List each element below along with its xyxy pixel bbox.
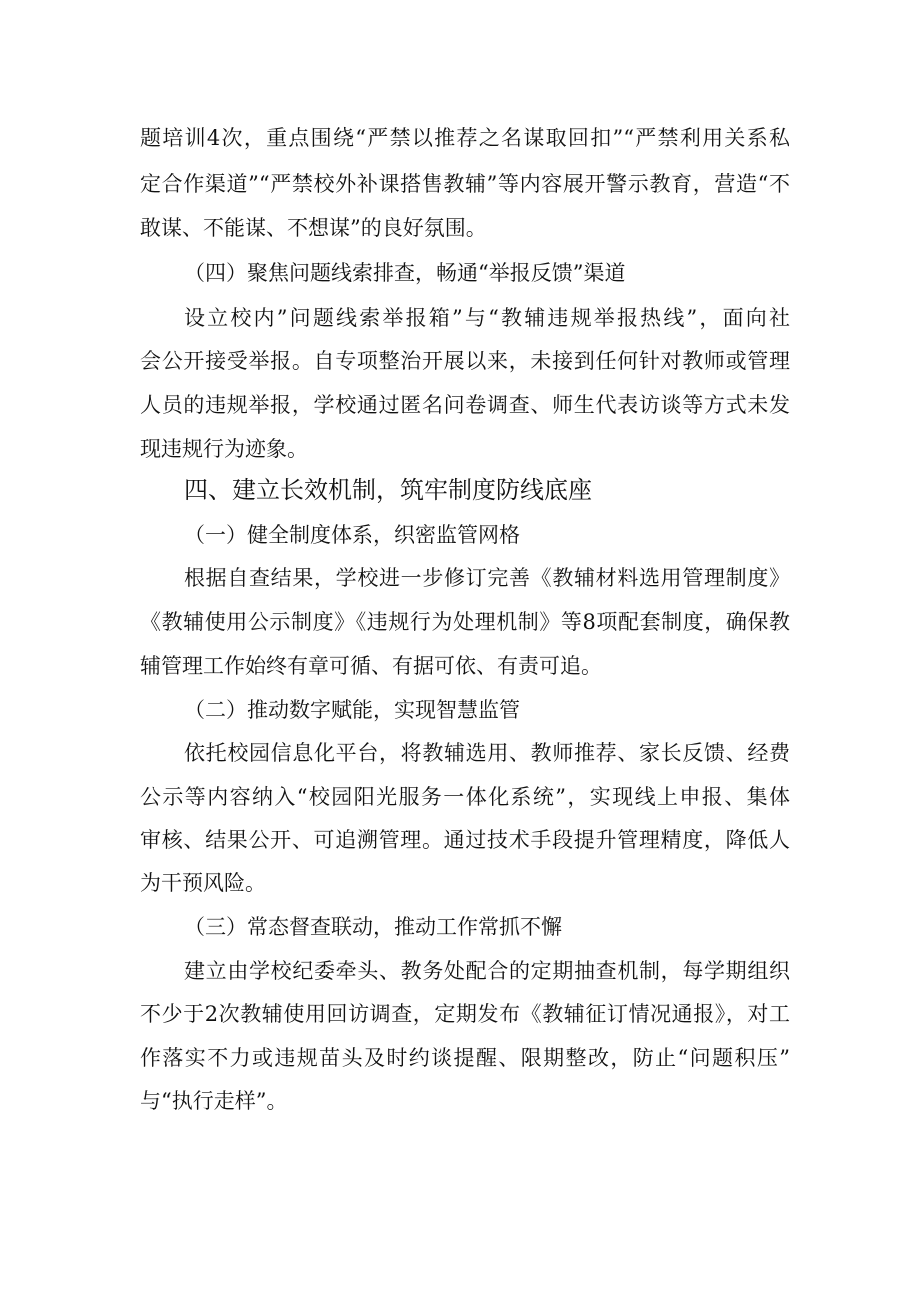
paragraph-line: 题培训4次，重点围绕“严禁以推荐之名谋取回扣”“严禁利用关系私 [140, 126, 790, 150]
paragraph-line: 会公开接受举报。自专项整治开展以来，未接到任何针对教师或管理 [140, 349, 790, 373]
subsection-heading-4: （四）聚焦问题线索排查，畅通“举报反馈”渠道 [184, 261, 626, 285]
subsection-heading-2: （二）推动数字赋能，实现智慧监管 [184, 698, 520, 722]
paragraph-line: 根据自查结果，学校进一步修订完善《教辅材料选用管理制度》 [184, 566, 790, 590]
section-heading-4: 四、建立长效机制，筑牢制度防线底座 [184, 476, 592, 504]
paragraph-line: 与“执行走样”。 [140, 1089, 288, 1113]
paragraph-line: 公示等内容纳入“校园阳光服务一体化系统”，实现线上申报、集体 [140, 785, 790, 809]
paragraph-line: 为干预风险。 [140, 871, 266, 895]
paragraph-line: 审核、结果公开、可追溯管理。通过技术手段提升管理精度，降低人 [140, 828, 790, 852]
paragraph-line: 建立由学校纪委牵头、教务处配合的定期抽查机制，每学期组织 [184, 959, 790, 983]
subsection-heading-3: （三）常态督查联动，推动工作常抓不懈 [184, 915, 562, 939]
paragraph-line: 设立校内”问题线索举报箱”与“教辅违规举报热线”，面向社 [184, 306, 790, 330]
paragraph-line: 定合作渠道”“严禁校外补课搭售教辅”等内容展开警示教育，营造“不 [140, 172, 790, 196]
paragraph-line: 人员的违规举报，学校通过匿名问卷调查、师生代表访谈等方式未发 [140, 393, 790, 417]
paragraph-line: 作落实不力或违规苗头及时约谈提醒、限期整改，防止“问题积压” [140, 1046, 790, 1070]
paragraph-line: 《教辅使用公示制度》《违规行为处理机制》等8项配套制度，确保教 [140, 610, 790, 634]
paragraph-line: 依托校园信息化平台，将教辅选用、教师推荐、家长反馈、经费 [184, 741, 790, 765]
paragraph-line: 敢谋、不能谋、不想谋”的良好氛围。 [140, 216, 487, 240]
paragraph-line: 现违规行为迹象。 [140, 437, 308, 461]
subsection-heading-1: （一）健全制度体系，织密监管网格 [184, 523, 520, 547]
paragraph-line: 不少于2次教辅使用回访调查，定期发布《教辅征订情况通报》，对工 [140, 1002, 790, 1026]
paragraph-line: 辅管理工作始终有章可循、有据可依、有责可追。 [140, 654, 602, 678]
